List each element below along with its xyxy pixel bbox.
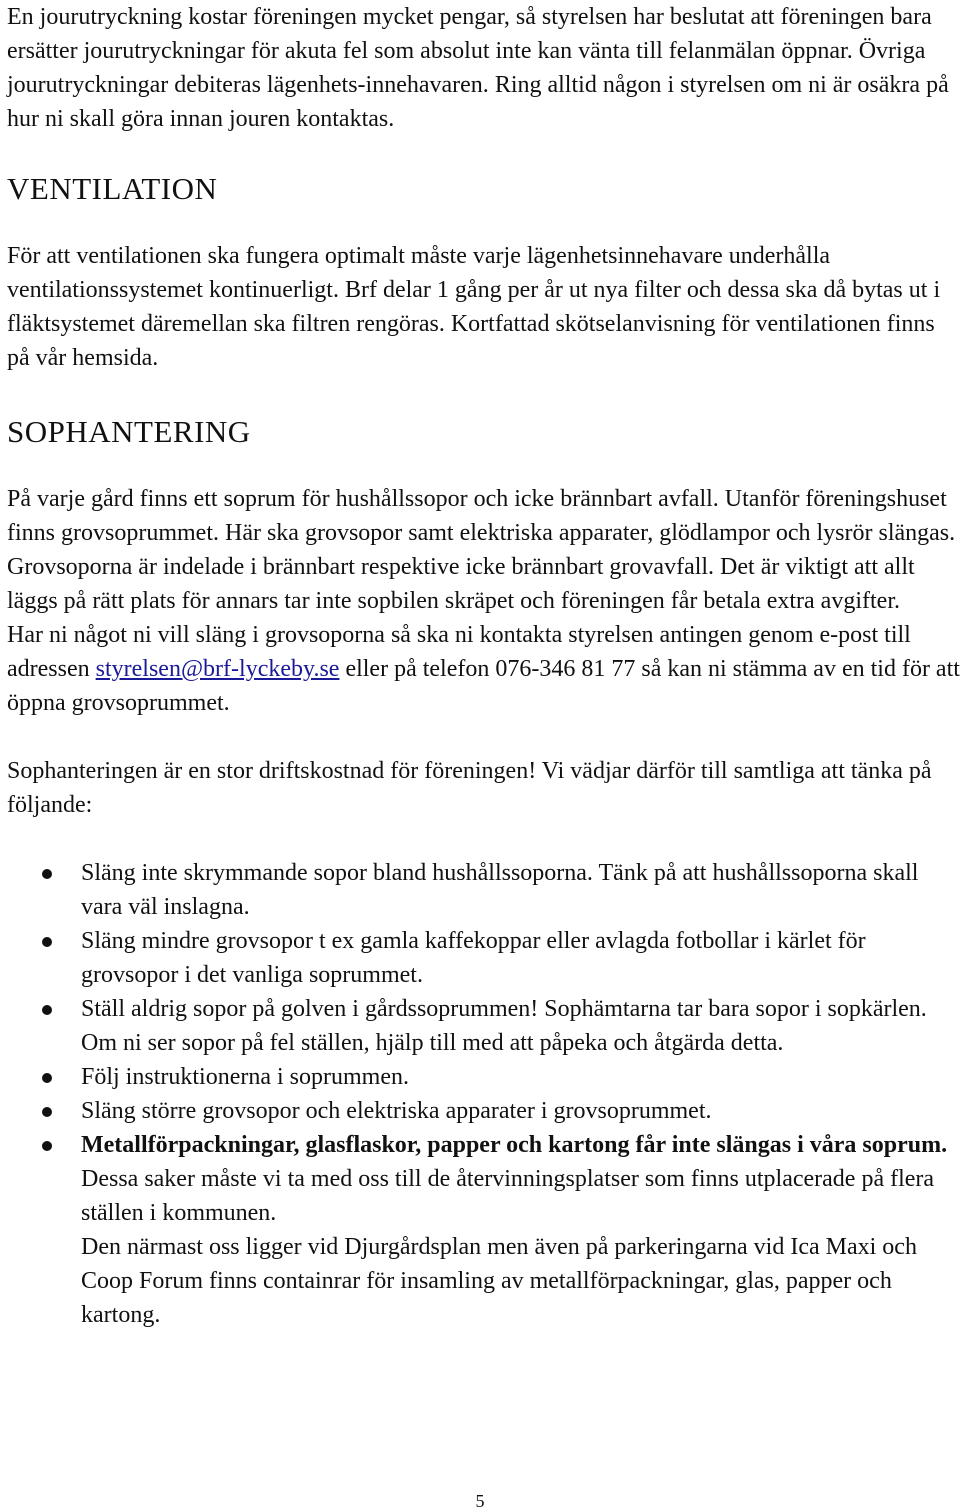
bullet-icon: [42, 937, 52, 947]
bullet-icon: [42, 1107, 52, 1117]
sophantering-contact-after: eller på telefon 076-346 81 77 så kan ni stämma av en tid för att öppna grovsoprummet.: [7, 656, 960, 716]
sorting-rules-list: [7, 856, 960, 1332]
list-item: [7, 992, 960, 1060]
recycling-location-text: Den närmast oss ligger vid Djurgårdsplan men även på parkeringarna vid Ica Maxi och Coop Forum finns containrar för insamling av metallförpackningar, glas, papper och kartong.: [81, 1234, 917, 1328]
sophantering-heading: SOPHANTERING: [7, 414, 251, 449]
list-item: [7, 1060, 960, 1094]
list-item: [7, 924, 960, 992]
list-item-text: Släng större grovsopor och elektriska apparater i grovsoprummet.: [81, 1098, 712, 1124]
sophantering-contact-before: Har ni något ni vill släng i grovsoporna så ska ni kontakta styrelsen antingen genom e-post till adressen: [7, 622, 911, 682]
sophantering-text-1: På varje gård finns ett soprum för hushållssopor och icke brännbart avfall. Utanför föreningshuset finns grovsoprummet. Här ska grovsopor samt elektriska apparater, glödlampor och lysrör slängas. Grovsoporna är indelade i brännbart respektive icke brännbart grovavfall. Det är viktigt att allt läggs på rätt plats för annars tar inte sopbilen skräpet och föreningen får betala extra avgifter.: [7, 486, 956, 614]
intro-paragraph: [7, 0, 960, 136]
email-link[interactable]: styrelsen@brf-lyckeby.se: [95, 656, 340, 682]
intro-contact-text: Ring alltid någon i styrelsen om ni är osäkra på hur ni skall göra innan jouren kontaktas.: [7, 72, 949, 132]
page-number: 5: [475, 1491, 485, 1511]
ventilation-heading: VENTILATION: [7, 171, 218, 206]
list-item-text: Ställ aldrig sopor på golven i gårdssoprummen! Sophämtarna tar bara sopor i sopkärlen. Om ni ser sopor på fel ställen, hjälp till med att påpeka och åtgärda detta.: [81, 996, 927, 1056]
intro-text: En jourutryckning kostar föreningen mycket pengar, så styrelsen har beslutat att föreningen bara ersätter jourutryckningar för akuta fel som absolut inte kan vänta till felanmälan öppnar. Övriga jourutryckningar debiteras lägenhets-innehavaren.: [7, 4, 932, 98]
bullet-icon: [42, 1005, 52, 1015]
sophantering-paragraph-1: [7, 482, 960, 720]
list-item-text: Släng inte skrymmande sopor bland hushållssoporna. Tänk på att hushållssoporna skall vara väl inslagna.: [81, 860, 919, 920]
bullet-icon: [42, 869, 52, 879]
ventilation-text-1: För att ventilationen ska fungera optimalt måste varje lägenhetsinnehavare underhålla ventilationssystemet kontinuerligt.: [7, 243, 831, 303]
bullet-icon: [42, 1141, 52, 1151]
recycling-text: Dessa saker måste vi ta med oss till de återvinningsplatser som finns utplacerade på flera ställen i kommunen.: [81, 1166, 935, 1226]
bullet-icon: [42, 1073, 52, 1083]
sophantering-appeal: Sophanteringen är en stor driftskostnad för föreningen! Vi vädjar därför till samtliga att tänka på följande:: [7, 758, 932, 818]
recycling-warning: Metallförpackningar, glasflaskor, papper och kartong får inte slängas i våra soprum.: [81, 1132, 948, 1158]
list-item: [7, 1094, 960, 1128]
ventilation-text-2: Brf delar 1 gång per år ut nya filter och dessa ska då bytas ut i fläktsystemet däremellan ska filtren rengöras. Kortfattad skötselanvisning för ventilationen finns på vår hemsida.: [7, 277, 941, 371]
list-item: [7, 856, 960, 924]
list-item: [7, 1128, 960, 1332]
document-page: [7, 0, 960, 1332]
ventilation-paragraph: [7, 239, 960, 375]
list-item-text: Släng mindre grovsopor t ex gamla kaffekoppar eller avlagda fotbollar i kärlet för grovsopor i det vanliga soprummet.: [81, 928, 866, 988]
list-item-text: Följ instruktionerna i soprummen.: [81, 1064, 409, 1090]
